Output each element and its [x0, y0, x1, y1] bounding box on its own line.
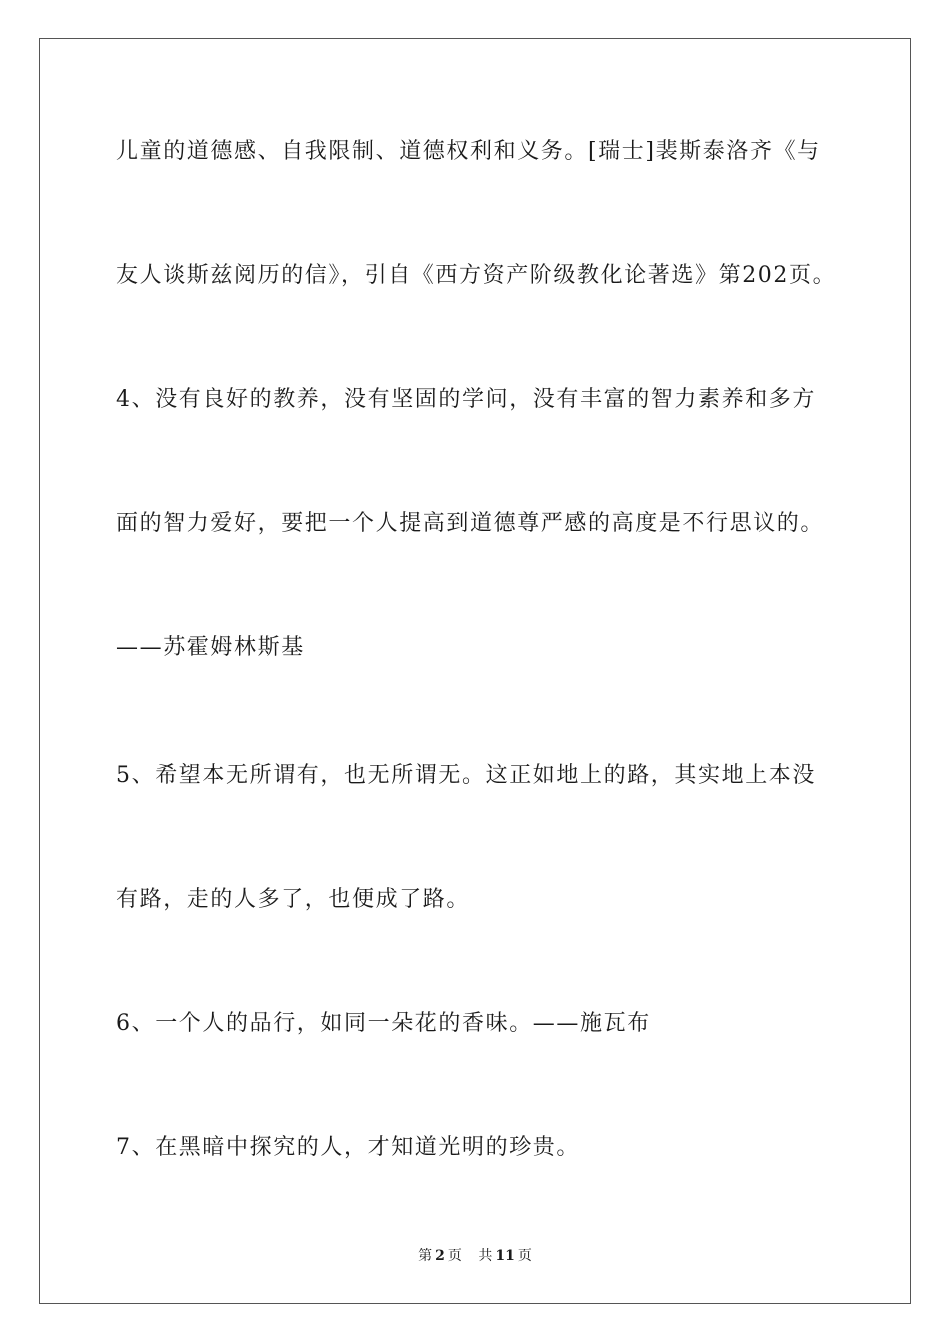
current-page-label: 第 2 页 [418, 1248, 462, 1264]
text-line-5: ——苏霍姆林斯基 [116, 635, 305, 660]
text-line-8: 6、一个人的品行，如同一朵花的香味。——施瓦布 [116, 1011, 651, 1036]
page-border [39, 38, 911, 1304]
text-line-9: 7、在黑暗中探究的人，才知道光明的珍贵。 [116, 1135, 580, 1160]
text-line-3: 4、没有良好的教养，没有坚固的学问，没有丰富的智力素养和多方 [116, 387, 816, 412]
total-pages-label: 共 11 页 [478, 1248, 532, 1264]
text-line-7: 有路，走的人多了，也便成了路。 [116, 887, 471, 912]
text-line-1: 儿童的道德感、自我限制、道德权利和义务。[瑞士]裴斯泰洛齐《与 [116, 139, 821, 164]
text-line-2: 友人谈斯兹阅历的信》，引自《西方资产阶级教化论著选》第202页。 [116, 263, 837, 288]
text-line-6: 5、希望本无所谓有，也无所谓无。这正如地上的路，其实地上本没 [116, 763, 816, 788]
page-footer [0, 1246, 950, 1266]
text-line-4: 面的智力爱好，要把一个人提高到道德尊严感的高度是不行思议的。 [116, 511, 825, 536]
